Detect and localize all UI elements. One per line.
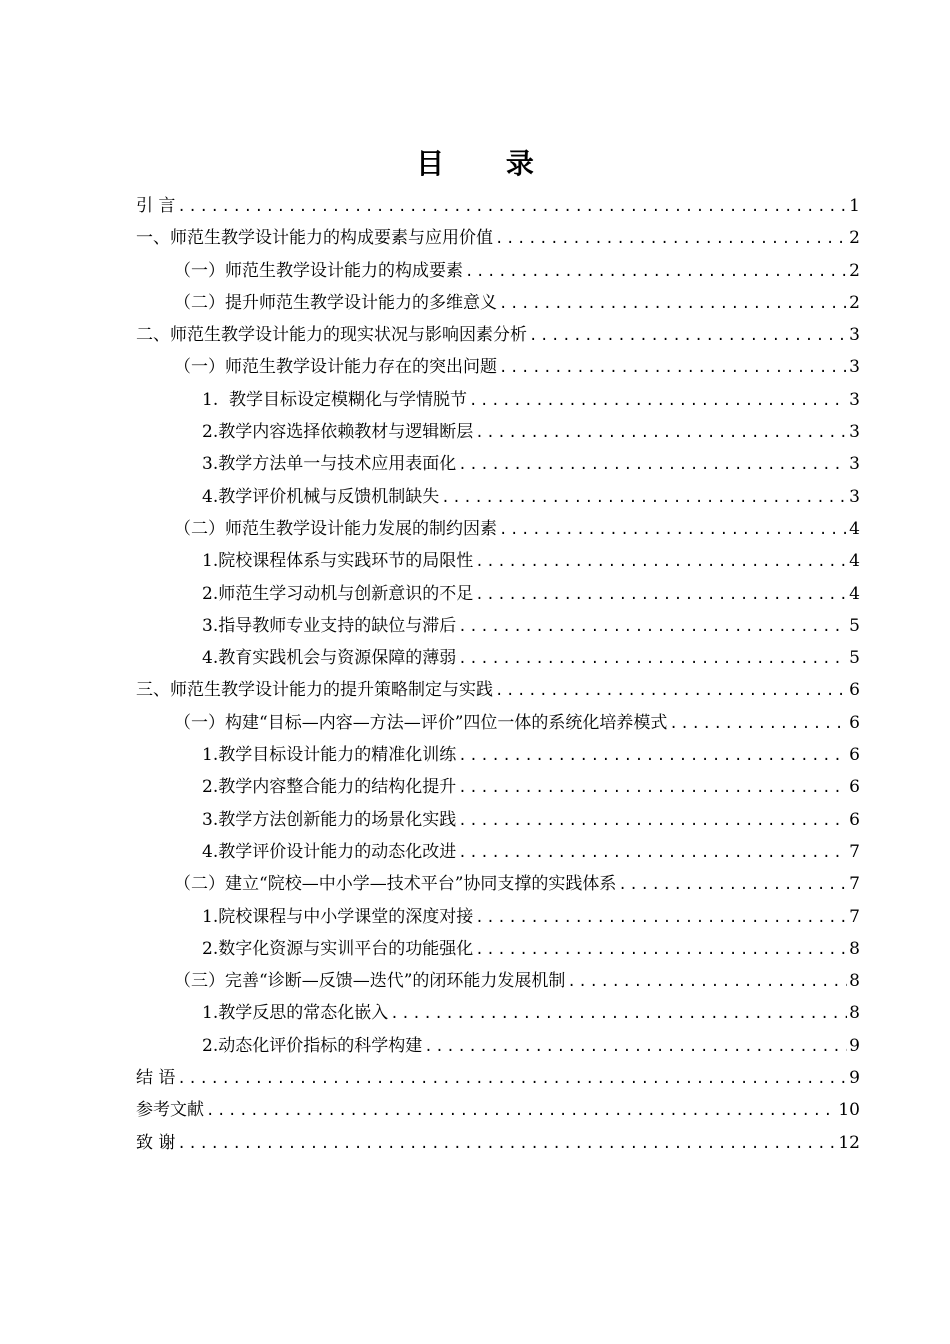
toc-entry-label: 1.教学目标设计能力的精准化训练	[202, 745, 457, 766]
toc-entry[interactable]	[136, 610, 860, 642]
toc-entry-label: （一）构建“目标—内容—方法—评价”四位一体的系统化培养模式	[174, 712, 668, 733]
toc-entry[interactable]	[136, 513, 860, 545]
toc-entry-label: 致 谢	[136, 1132, 176, 1153]
toc-entry-page: 6	[849, 712, 860, 733]
toc-leader-dots	[458, 643, 847, 675]
toc-entry-label: 2.教学内容选择依赖教材与逻辑断层	[202, 422, 474, 443]
toc-entry-label: 1.教学反思的常态化嵌入	[202, 1003, 389, 1024]
toc-entry[interactable]	[136, 384, 860, 416]
toc-entry-page: 2	[849, 292, 860, 313]
toc-entry-page: 2	[849, 228, 860, 249]
toc-leader-dots	[458, 449, 847, 481]
toc-entry-page: 6	[849, 680, 860, 701]
toc-entry-page: 3	[849, 422, 860, 443]
toc-leader-dots	[499, 288, 847, 320]
table-of-contents	[136, 190, 860, 1159]
toc-entry-label: 4.教学评价机械与反馈机制缺失	[202, 486, 440, 507]
toc-leader-dots	[177, 191, 847, 223]
toc-entry-page: 3	[849, 389, 860, 410]
toc-entry-label: （二）提升师范生教学设计能力的多维意义	[174, 292, 497, 313]
toc-leader-dots	[475, 579, 847, 611]
toc-entry[interactable]	[136, 319, 860, 351]
toc-entry-label: 2.动态化评价指标的科学构建	[202, 1035, 423, 1056]
toc-leader-dots	[206, 1095, 836, 1127]
toc-entry[interactable]	[136, 739, 860, 771]
toc-entry-page: 4	[849, 583, 860, 604]
toc-entry[interactable]	[136, 1094, 860, 1126]
toc-entry-label: 参考文献	[136, 1100, 204, 1121]
toc-leader-dots	[177, 1063, 847, 1095]
toc-entry-page: 8	[849, 971, 860, 992]
toc-entry-label: （三）完善“诊断—反馈—迭代”的闭环能力发展机制	[174, 971, 566, 992]
toc-entry[interactable]	[136, 578, 860, 610]
toc-entry-label: （二）建立“院校—中小学—技术平台”协同支撑的实践体系	[174, 874, 617, 895]
toc-entry-page: 4	[849, 551, 860, 572]
toc-title: 目 录	[416, 147, 560, 180]
toc-entry[interactable]	[136, 222, 860, 254]
toc-entry-page: 3	[849, 486, 860, 507]
toc-entry[interactable]	[136, 545, 860, 577]
toc-leader-dots	[475, 934, 847, 966]
toc-entry[interactable]	[136, 481, 860, 513]
toc-entry[interactable]	[136, 997, 860, 1029]
toc-entry-label: 1. 教学目标设定模糊化与学情脱节	[202, 389, 468, 410]
toc-leader-dots	[567, 966, 847, 998]
toc-entry[interactable]	[136, 1030, 860, 1062]
toc-entry-label: （二）师范生教学设计能力发展的制约因素	[174, 518, 497, 539]
toc-entry-label: 3.指导教师专业支持的缺位与滞后	[202, 615, 457, 636]
toc-entry-label: 2.数字化资源与实训平台的功能强化	[202, 938, 474, 959]
toc-entry-page: 7	[849, 874, 860, 895]
toc-entry[interactable]	[136, 1062, 860, 1094]
toc-entry[interactable]	[136, 965, 860, 997]
toc-entry-page: 6	[849, 777, 860, 798]
toc-entry-label: 2.教学内容整合能力的结构化提升	[202, 777, 457, 798]
toc-entry[interactable]	[136, 901, 860, 933]
toc-entry[interactable]	[136, 448, 860, 480]
toc-entry-label: 2.师范生学习动机与创新意识的不足	[202, 583, 474, 604]
toc-entry[interactable]	[136, 351, 860, 383]
toc-leader-dots	[499, 514, 847, 546]
toc-leader-dots	[469, 385, 847, 417]
toc-entry[interactable]	[136, 771, 860, 803]
toc-entry-label: 三、师范生教学设计能力的提升策略制定与实践	[136, 680, 493, 701]
toc-entry[interactable]	[136, 1127, 860, 1159]
toc-entry-page: 9	[849, 1035, 860, 1056]
toc-entry-label: 结 语	[136, 1068, 176, 1089]
toc-entry[interactable]	[136, 190, 860, 222]
toc-entry-label: 二、师范生教学设计能力的现实状况与影响因素分析	[136, 325, 527, 346]
toc-leader-dots	[177, 1128, 836, 1160]
toc-leader-dots	[458, 611, 847, 643]
toc-leader-dots	[475, 902, 847, 934]
toc-entry-page: 6	[849, 809, 860, 830]
toc-entry-page: 7	[849, 841, 860, 862]
toc-entry-label: 3.教学方法单一与技术应用表面化	[202, 454, 457, 475]
toc-entry-label: （一）师范生教学设计能力的构成要素	[174, 260, 463, 281]
toc-entry[interactable]	[136, 416, 860, 448]
toc-entry-label: 引 言	[136, 196, 176, 216]
toc-entry-page: 10	[838, 1100, 860, 1121]
toc-entry-page: 3	[849, 357, 860, 378]
toc-entry-label: 4.教学评价设计能力的动态化改进	[202, 841, 457, 862]
toc-leader-dots	[465, 256, 847, 288]
toc-entry[interactable]	[136, 707, 860, 739]
toc-leader-dots	[390, 998, 847, 1030]
toc-leader-dots	[458, 805, 847, 837]
toc-leader-dots	[499, 352, 847, 384]
toc-entry[interactable]	[136, 836, 860, 868]
toc-entry-page: 8	[849, 1003, 860, 1024]
toc-entry-label: 1.院校课程与中小学课堂的深度对接	[202, 906, 474, 927]
toc-entry-page: 6	[849, 745, 860, 766]
toc-entry[interactable]	[136, 642, 860, 674]
toc-entry-page: 4	[849, 518, 860, 539]
toc-entry-page: 3	[849, 454, 860, 475]
toc-leader-dots	[495, 675, 847, 707]
toc-leader-dots	[529, 320, 847, 352]
toc-entry-page: 9	[849, 1068, 860, 1089]
toc-leader-dots	[458, 740, 847, 772]
toc-entry-page: 5	[849, 615, 860, 636]
toc-entry-label: 3.教学方法创新能力的场景化实践	[202, 809, 457, 830]
toc-entry-page: 7	[849, 906, 860, 927]
toc-entry-page: 5	[849, 648, 860, 669]
toc-entry-label: （一）师范生教学设计能力存在的突出问题	[174, 357, 497, 378]
toc-entry-label: 一、师范生教学设计能力的构成要素与应用价值	[136, 228, 493, 249]
toc-entry[interactable]	[136, 933, 860, 965]
toc-leader-dots	[441, 482, 847, 514]
toc-entry-page: 12	[838, 1132, 860, 1153]
toc-leader-dots	[618, 869, 847, 901]
toc-leader-dots	[458, 772, 847, 804]
toc-entry[interactable]	[136, 804, 860, 836]
toc-leader-dots	[669, 708, 847, 740]
toc-entry-label: 4.教育实践机会与资源保障的薄弱	[202, 648, 457, 669]
toc-entry-page: 3	[849, 325, 860, 346]
toc-leader-dots	[424, 1031, 847, 1063]
toc-leader-dots	[495, 223, 847, 255]
toc-entry[interactable]	[136, 255, 860, 287]
toc-leader-dots	[458, 837, 847, 869]
toc-entry[interactable]	[136, 287, 860, 319]
toc-entry[interactable]	[136, 868, 860, 900]
toc-leader-dots	[475, 417, 847, 449]
toc-entry-label: 1.院校课程体系与实践环节的局限性	[202, 551, 474, 572]
toc-entry[interactable]	[136, 674, 860, 706]
toc-leader-dots	[475, 546, 847, 578]
toc-entry-page: 1	[849, 196, 860, 216]
toc-entry-page: 8	[849, 938, 860, 959]
toc-entry-page: 2	[849, 260, 860, 281]
